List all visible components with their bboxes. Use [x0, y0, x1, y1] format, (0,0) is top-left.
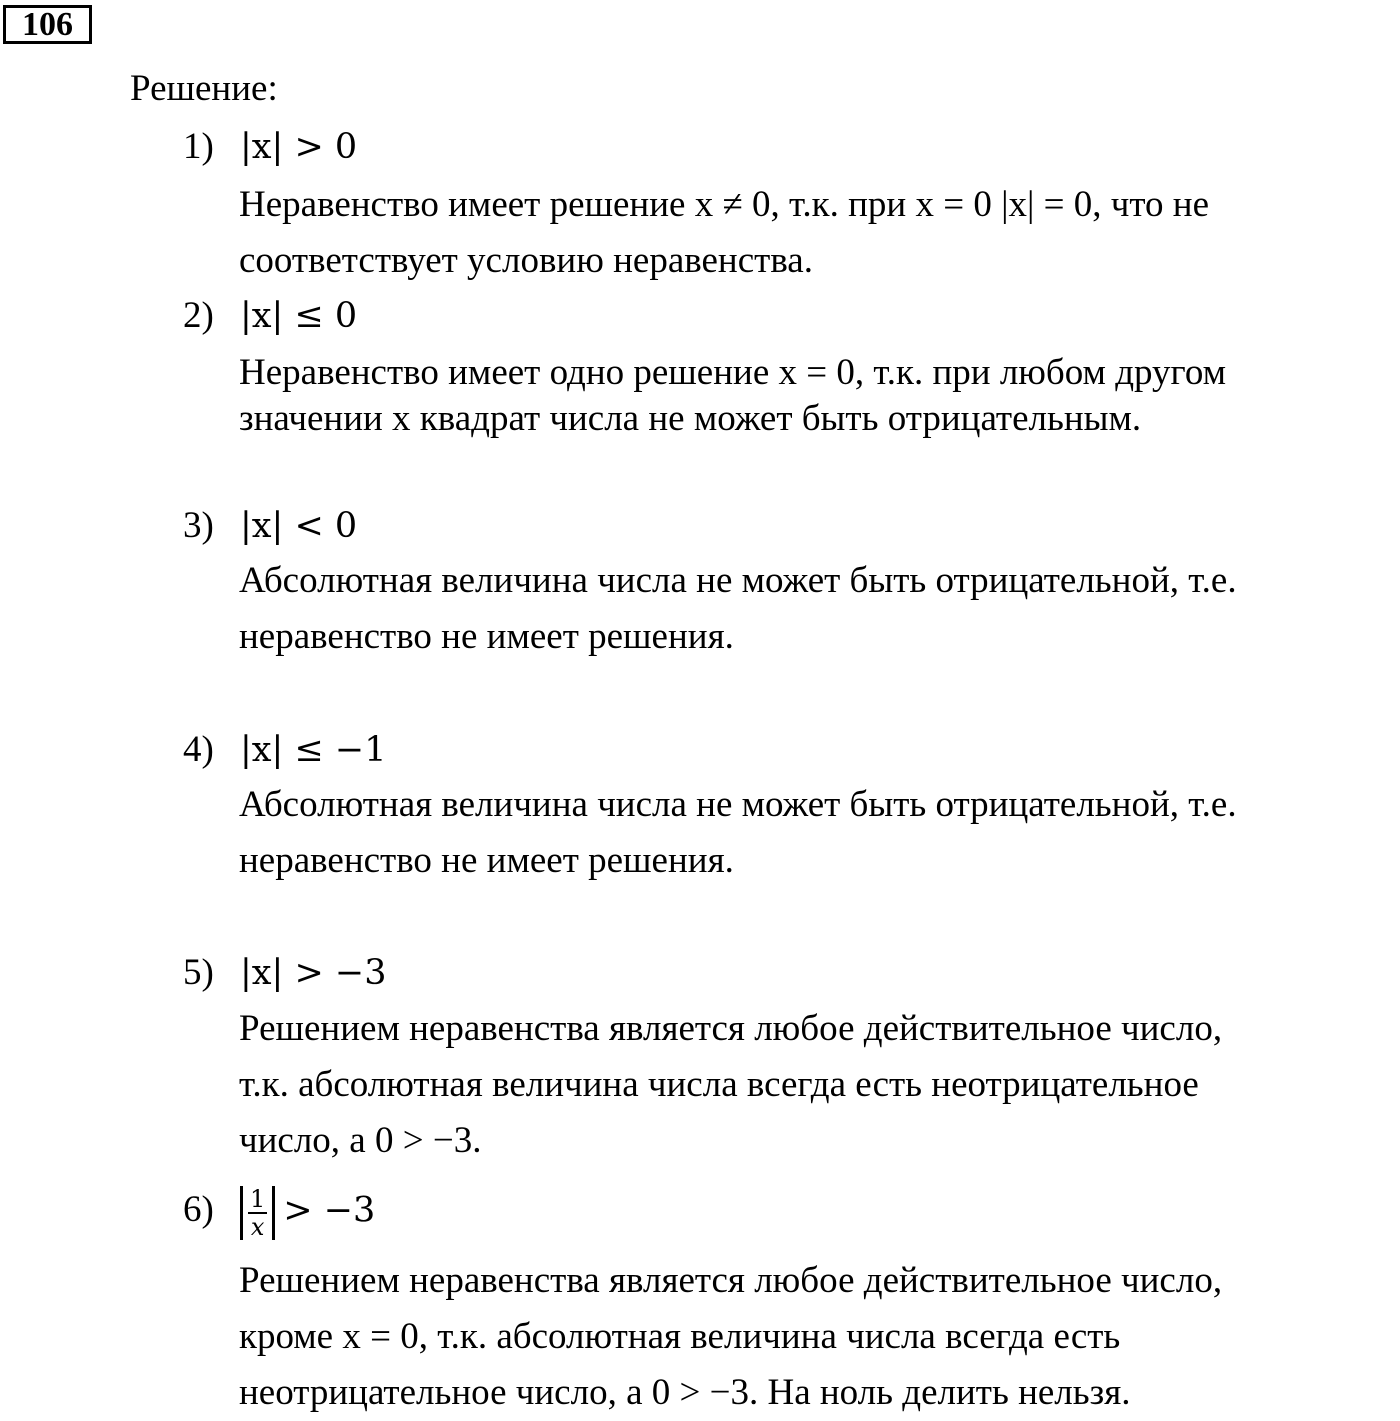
item-5-text — [239, 1001, 1399, 1169]
problem-number: 106 — [3, 5, 92, 44]
item-5-line-2: т.к. абсолютная величина числа всегда есть неотрицательное — [239, 1064, 1199, 1105]
item-2-line-2: значении x квадрат числа не может быть отрицательным. — [239, 398, 1142, 439]
item-6-denominator: x — [250, 1213, 265, 1241]
item-5-line-3: число, а 0 > −3. — [239, 1120, 482, 1161]
item-4-head — [183, 727, 387, 773]
item-3-line-1: Абсолютная величина числа не может быть отрицательной, т.е. — [239, 560, 1237, 601]
item-1-head — [183, 124, 357, 170]
item-6-line-2: кроме x = 0, т.к. абсолютная величина числа всегда есть — [239, 1316, 1121, 1357]
item-4-line-1: Абсолютная величина числа не может быть отрицательной, т.е. — [239, 784, 1237, 825]
item-1-text — [239, 177, 1399, 289]
item-5-formula: |x| > −3 — [240, 953, 387, 993]
item-6-fraction — [248, 1186, 267, 1240]
item-3-formula: |x| < 0 — [240, 506, 358, 546]
item-1-line-1: Неравенство имеет решение x ≠ 0, т.к. при x = 0 |x| = 0, что не — [239, 184, 1210, 225]
item-2-line-1: Неравенство имеет одно решение x = 0, т.к. при любом другом — [239, 352, 1227, 393]
item-4-number: 4) — [183, 729, 214, 770]
item-2-number: 2) — [183, 295, 214, 336]
solution-heading: Решение: — [130, 68, 278, 109]
item-6-formula-rest: > −3 — [283, 1190, 376, 1231]
item-4-line-2: неравенство не имеет решения. — [239, 840, 734, 881]
item-3-line-2: неравенство не имеет решения. — [239, 616, 734, 657]
item-4-text — [239, 777, 1399, 889]
item-3-text — [239, 553, 1399, 665]
item-2-text — [239, 345, 1399, 447]
item-6-abs-bars — [240, 1186, 275, 1240]
item-1-number: 1) — [183, 126, 214, 167]
item-4-formula: |x| ≤ −1 — [240, 730, 387, 770]
item-1-formula: |x| > 0 — [240, 127, 358, 167]
item-2-formula: |x| ≤ 0 — [240, 296, 358, 336]
item-6-numerator: 1 — [250, 1185, 266, 1213]
item-5-line-1: Решением неравенства является любое действительное число, — [239, 1008, 1223, 1049]
item-6-head — [183, 1185, 376, 1241]
item-5-head — [183, 950, 387, 996]
item-3-head — [183, 503, 357, 549]
item-3-number: 3) — [183, 505, 214, 546]
item-6-number: 6) — [183, 1189, 214, 1231]
item-6-line-1: Решением неравенства является любое действительное число, — [239, 1260, 1223, 1301]
item-1-line-2: соответствует условию неравенства. — [239, 240, 813, 281]
item-5-number: 5) — [183, 952, 214, 993]
item-6-text — [239, 1253, 1399, 1421]
item-6-line-3: неотрицательное число, а 0 > −3. На ноль делить нельзя. — [239, 1372, 1131, 1413]
item-2-head — [183, 293, 357, 339]
